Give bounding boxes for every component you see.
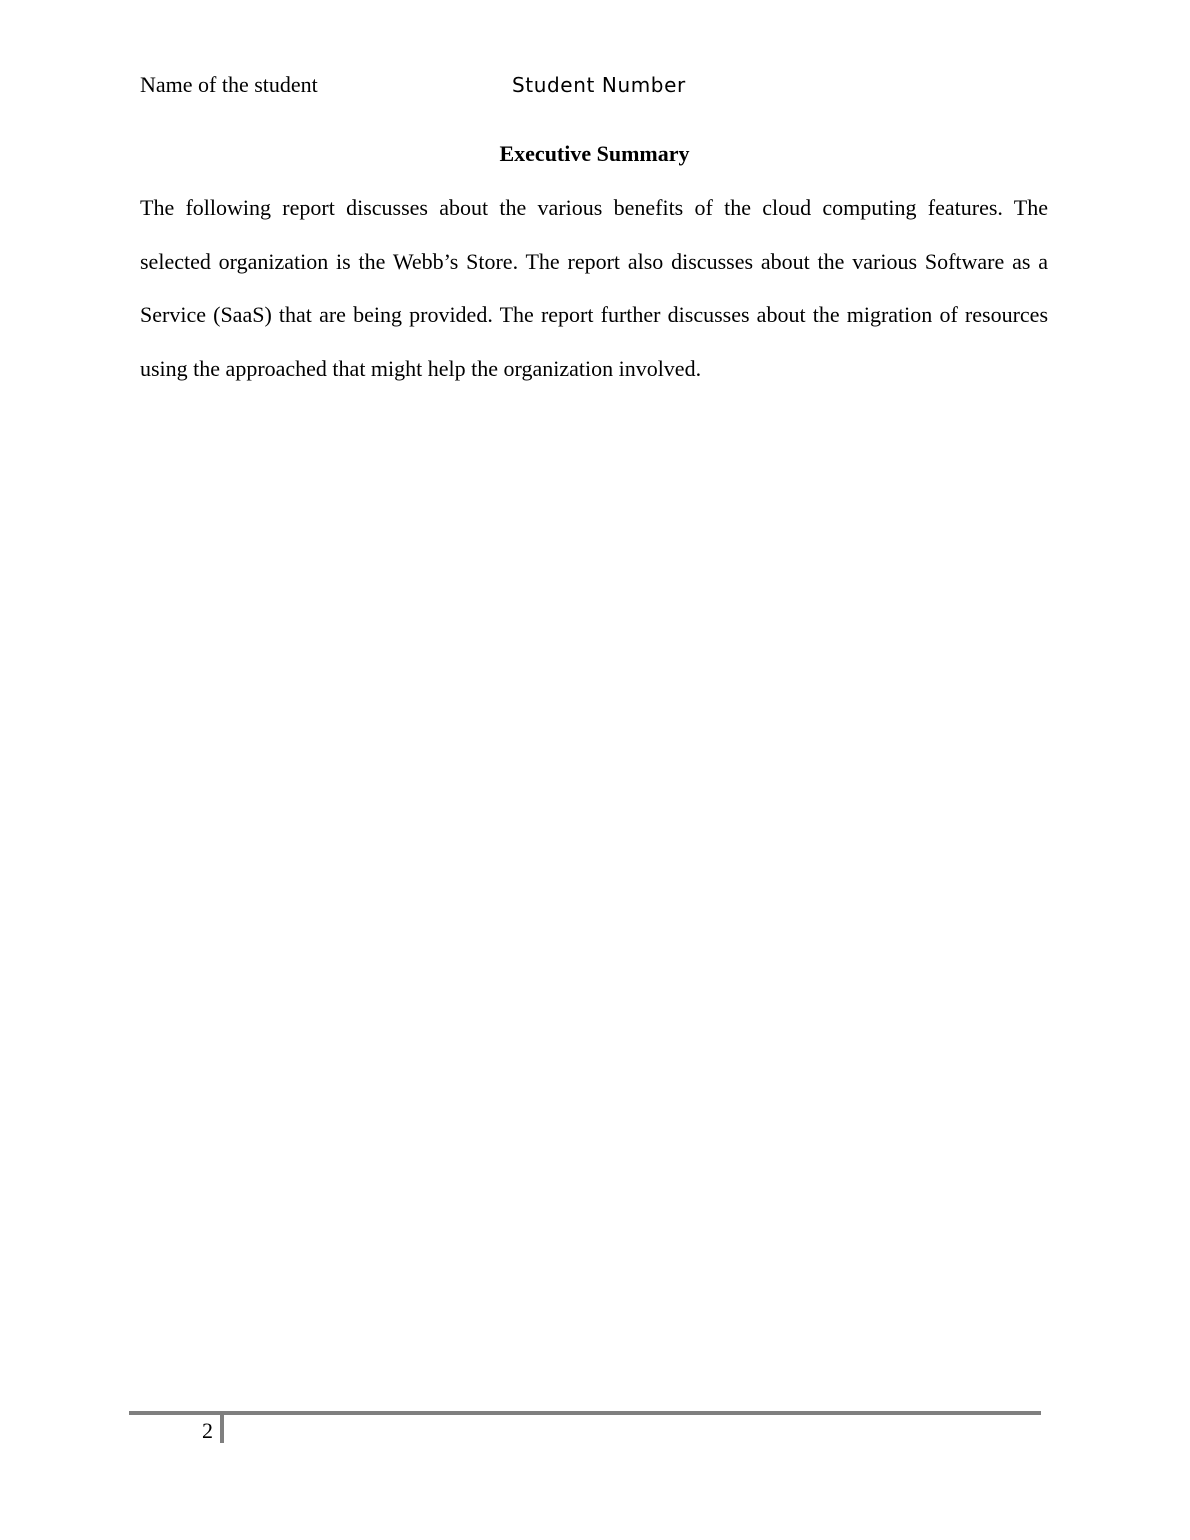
header-student-name: Name of the student bbox=[140, 72, 318, 97]
summary-paragraph: The following report discusses about the various benefits of the cloud computing features. The selected organization is the Webb’s Store. The report also discusses about the various Software as a Service (SaaS) that are being provided. The report further discusses about the migration of resources using the approached that might help the organization involved. bbox=[140, 195, 1048, 381]
footer-rule bbox=[129, 1411, 1041, 1415]
section-title: Executive Summary bbox=[499, 141, 690, 166]
header-student-number: Student Number bbox=[512, 73, 686, 97]
page-number: 2 bbox=[202, 1418, 213, 1443]
footer-page-divider bbox=[220, 1415, 224, 1443]
